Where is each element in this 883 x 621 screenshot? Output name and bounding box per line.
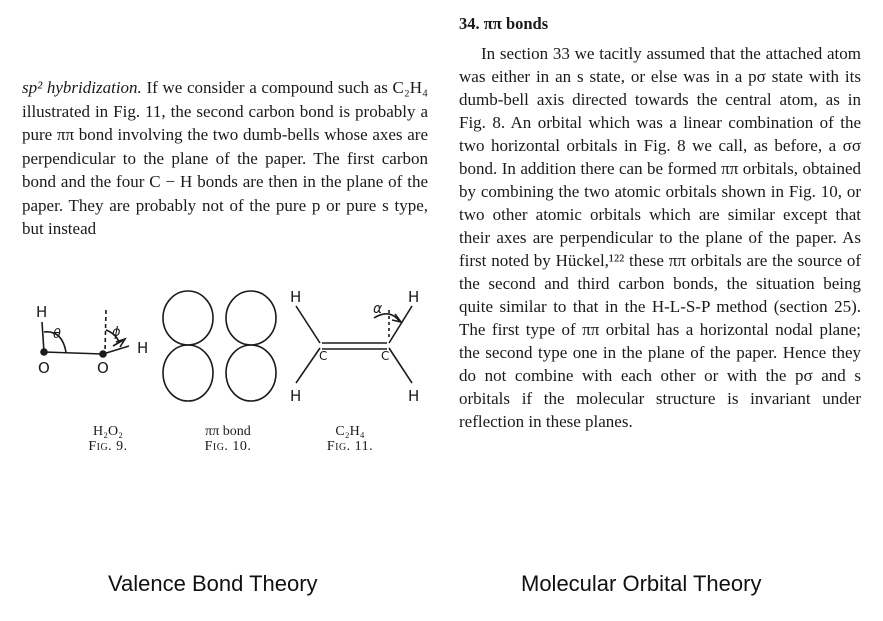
- fig9-name: H₂O₂: [93, 424, 123, 439]
- fig11-caption: [300, 424, 400, 454]
- figures-row: [0, 280, 440, 460]
- fig10-orbitals: [163, 291, 276, 401]
- fig9-phi: ϕ: [112, 325, 121, 340]
- fig9-caption: [58, 424, 158, 454]
- lead-italic: sp² hybridization.: [22, 78, 142, 97]
- fig9-theta: θ: [53, 327, 61, 342]
- fig11-h-tr: H: [408, 288, 420, 306]
- fig11-h-br: H: [408, 387, 420, 405]
- right-column: [459, 14, 861, 433]
- fig11-alpha: α: [373, 301, 383, 317]
- left-panel-label: Valence Bond Theory: [108, 571, 318, 596]
- left-paragraph: [22, 76, 428, 241]
- fig11-h-bl: H: [290, 387, 302, 405]
- fig10-name: ππ bond: [205, 424, 251, 439]
- fig9-label: Fig. 9.: [88, 439, 128, 454]
- fig9-h-left: H: [36, 303, 48, 321]
- fig11-c-right: C: [381, 349, 390, 363]
- fig11-name: C₂H₄: [335, 424, 365, 439]
- right-panel-label: Molecular Orbital Theory: [521, 571, 762, 596]
- fig10-label: Fig. 10.: [204, 439, 252, 454]
- fig11-c-left: C: [319, 349, 328, 363]
- fig9-o-right: O: [97, 359, 109, 377]
- section-heading: 34. ππ bonds: [459, 14, 549, 33]
- left-body: If we consider a compound such as C₂H₄ illustrated in Fig. 11, the second carbon bond is probably a pure ππ bond involving the two dumb-bells whose axes are perpendicular to the plane of the paper. The first carbon bond and the four C − H bonds are then in the plane of the paper. They are probably not of the pure p or pure s type, but instead: [22, 78, 429, 238]
- fig9-o-left: O: [38, 359, 50, 377]
- fig11-label: Fig. 11.: [326, 439, 374, 454]
- fig9-h-right: H: [137, 339, 149, 357]
- fig11-h-tl: H: [290, 288, 302, 306]
- fig11-diagram: [296, 306, 412, 383]
- fig10-caption: [178, 424, 278, 454]
- right-paragraph: In section 33 we tacitly assumed that the attached atom was either in an s state, or else was in a pσ state with its dumb-bell axis directed towards the central atom, as in Fig. 8. An orbital which was a linear combination of the two horizontal orbitals in Fig. 8 we call, as before, a σσ bond. In addition there can be formed ππ orbitals, obtained by combining the two atomic orbitals shown in Fig. 10, or two other atomic orbitals which are similar except that their axes are perpendicular to the plane of the paper. As first noted by Hückel,¹²² these ππ orbitals are the source of the second and third carbon bonds, the situation being quite similar to that in the H-L-S-P method (section 25). The first type of ππ orbital has a horizontal nodal plane; the second type one in the plane of the paper. Hence they do not combine with each other or with the pσ and s orbitals if the molecular structure is invariant under reflection in these planes.: [459, 44, 861, 431]
